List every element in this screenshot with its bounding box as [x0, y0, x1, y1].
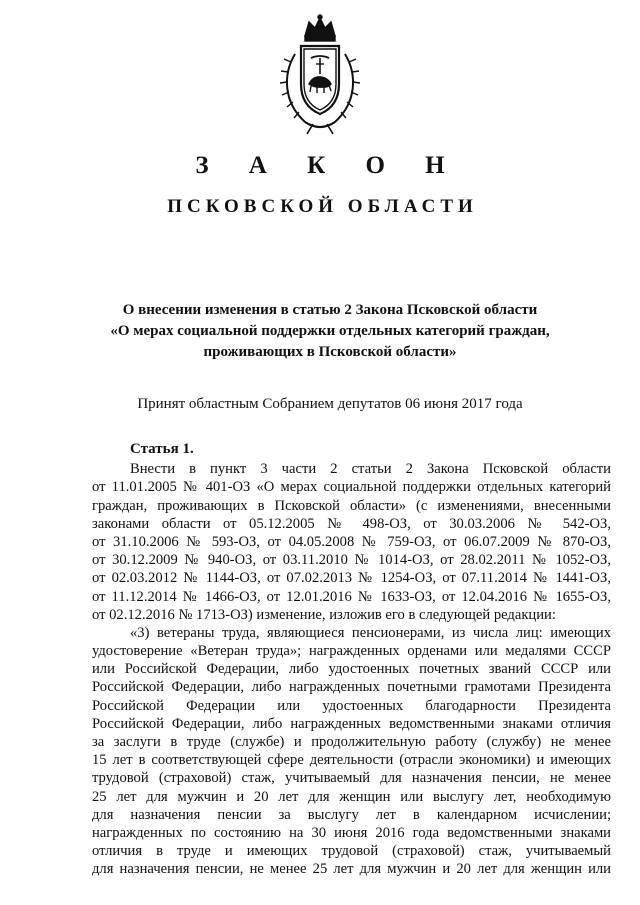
region-title: ПСКОВСКОЙ ОБЛАСТИ	[167, 196, 478, 217]
text-line: законами области от 05.12.2005 № 498-ОЗ, от 30.03.2006 № 542-ОЗ,	[92, 515, 611, 532]
text-line: граждан, проживающих в Псковской области» (с изменениями, внесенными	[92, 497, 611, 514]
text-line: от 02.12.2016 № 1713-ОЗ) изменение, изложив его в следующей редакции:	[92, 606, 556, 623]
text-line: от 31.10.2006 № 593-ОЗ, от 04.05.2008 № 759-ОЗ, от 06.07.2009 № 870-ОЗ,	[92, 533, 611, 550]
text-line: 15 лет в соответствующей сфере деятельности (отрасли экономики) и имеющих	[92, 752, 611, 769]
subject-line: О внесении изменения в статью 2 Закона Псковской области	[122, 302, 538, 318]
text-line: от 02.03.2012 № 1144-ОЗ, от 07.02.2013 № 1254-ОЗ, от 07.11.2014 № 1441-ОЗ,	[92, 570, 611, 587]
text-line: за заслуги в труде (службе) и продолжительную работу (службу) не менее	[92, 734, 611, 751]
paragraph-2	[92, 624, 611, 879]
text-line: для назначения пенсии за выслугу лет в календарном исчислении;	[92, 806, 611, 823]
subject-line: «О мерах социальной поддержки отдельных категорий граждан,	[110, 323, 550, 339]
text-line: 25 лет для мужчин и 20 лет для женщин или выслугу лет, необходимую	[92, 788, 611, 805]
text-line: от 30.12.2009 № 940-ОЗ, от 03.11.2010 № 1014-ОЗ, от 28.02.2011 № 1052-ОЗ,	[92, 552, 611, 569]
text-line: награжденных по состоянию на 30 июня 2016 года ведомственными знаками	[92, 824, 611, 841]
article-body	[92, 440, 611, 879]
adoption-date-line: Принят областным Собранием депутатов 06 июня 2017 года	[137, 396, 523, 412]
text-line: отличия в труде и имеющих трудовой (страховой) стаж, учитываемый	[92, 843, 611, 860]
text-line: от 11.12.2014 № 1466-ОЗ, от 12.01.2016 № 1633-ОЗ, от 12.04.2016 № 1655-ОЗ,	[92, 588, 611, 605]
document-title: З А К О Н	[195, 152, 462, 179]
text-line: для назначения пенсии, не менее 25 лет для мужчин и 20 лет для женщин или	[92, 861, 611, 878]
article-heading: Статья 1.	[130, 441, 194, 457]
pskov-coat-of-arms-icon	[265, 14, 375, 136]
text-line: удостоверение «Ветеран труда»; награжденных орденами или медалями СССР	[92, 643, 611, 660]
text-line: Внести в пункт 3 части 2 статьи 2 Закона Псковской области	[130, 461, 611, 478]
text-line: трудовой (страховой) стаж, учитываемый для назначения пенсии, не менее	[92, 770, 611, 787]
text-line: от 11.01.2005 № 401-ОЗ «О мерах социальной поддержки отдельных категорий	[92, 479, 611, 496]
text-line: Российской Федерации, либо награжденных почетными грамотами Президента	[92, 679, 611, 696]
text-line: Российской Федерации или удостоенных благодарности Президента	[92, 697, 611, 714]
subject-line: проживающих в Псковской области»	[203, 344, 457, 360]
text-line: или Российской Федерации, либо удостоенных почетных званий СССР или	[92, 661, 611, 678]
text-line: «3) ветераны труда, являющиеся пенсионерами, из числа лиц: имеющих	[130, 624, 611, 641]
law-subject	[60, 300, 600, 363]
paragraph-1	[92, 460, 611, 624]
text-line: Российской Федерации, либо награжденных ведомственными знаками отличия	[92, 715, 611, 732]
